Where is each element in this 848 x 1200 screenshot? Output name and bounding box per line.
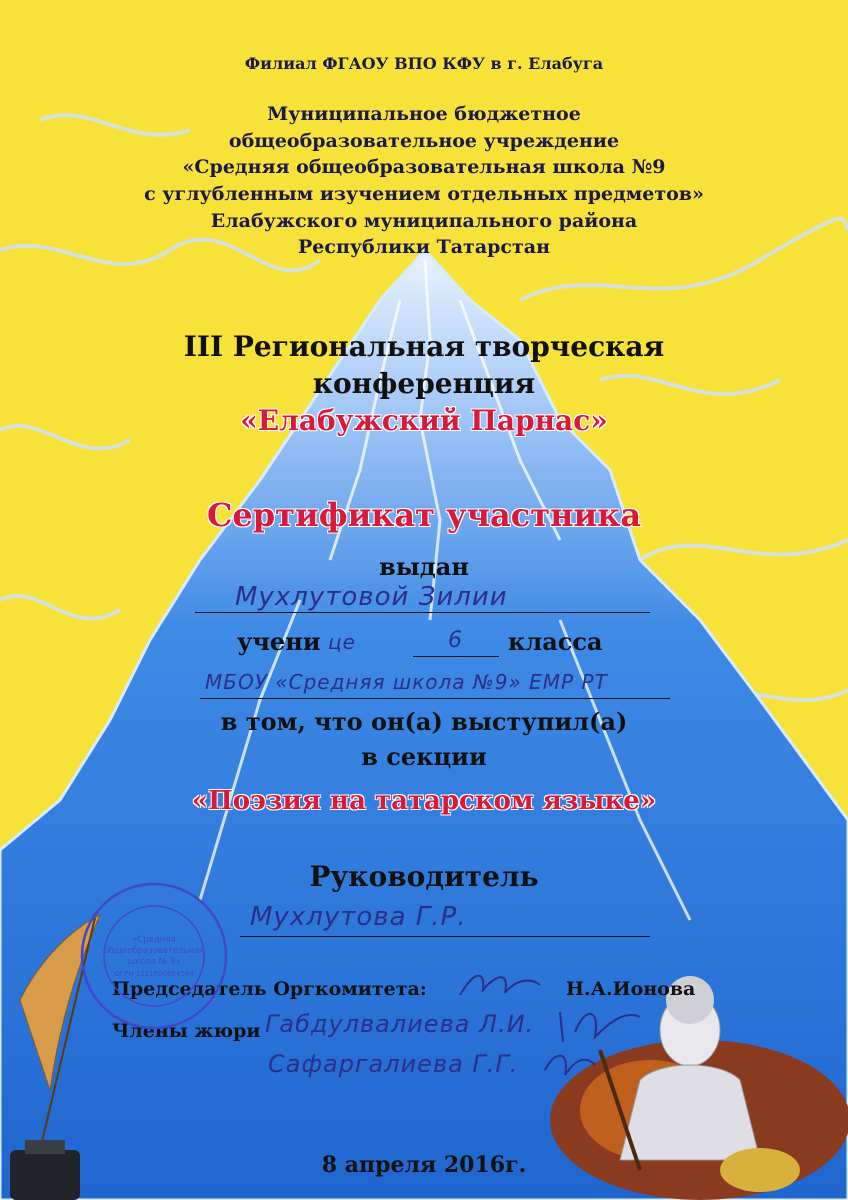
statement: в том, что он(а) выступил(а) <box>220 707 628 736</box>
school-stamp <box>78 880 230 1032</box>
pupil-suffix: це <box>328 630 356 654</box>
svg-text:ОГРН 1021600654584: ОГРН 1021600654584 <box>114 970 194 978</box>
conference-line-2: конференция <box>312 367 536 400</box>
chair-name: Н.А.Ионова <box>566 978 696 1000</box>
supervisor-line <box>240 936 650 937</box>
certificate-date: 8 апреля 2016г. <box>321 1152 527 1178</box>
grade-value: 6 <box>448 628 463 653</box>
school-line-2: общеобразовательное учреждение <box>228 130 620 152</box>
school-line-4: с углубленным изучением отдельных предметов» <box>144 183 704 205</box>
school-handwritten: МБОУ «Средняя школа №9» ЕМР РТ <box>205 670 608 694</box>
svg-text:«Средняя: «Средняя <box>132 935 176 945</box>
certificate-title: Сертификат участника <box>206 496 642 534</box>
jury-signature-1 <box>555 1002 645 1047</box>
student-name-line <box>195 612 650 613</box>
branch-title: Филиал ФГАОУ ВПО КФУ в г. Елабуга <box>244 54 604 73</box>
supervisor-label: Руководитель <box>309 860 539 893</box>
class-label: класса <box>508 627 603 656</box>
chair-signature <box>455 965 545 1005</box>
section-name: «Поэзия на татарском языке» <box>191 786 657 816</box>
school-line-6: Республики Татарстан <box>298 236 550 258</box>
svg-text:школа № 9»: школа № 9» <box>127 957 181 967</box>
section-label: в секции <box>361 742 487 771</box>
grade-line <box>413 656 499 657</box>
jury-name-1: Габдулвалиева Л.И. <box>265 1010 535 1038</box>
conference-name: «Елабужский Парнас» <box>240 404 608 437</box>
school-line-5: Елабужского муниципального района <box>210 210 638 232</box>
issued-label: выдан <box>379 552 469 581</box>
school-line-3: «Средняя общеобразовательная школа №9 <box>182 156 666 178</box>
jury-label: Члены жюри <box>112 1020 261 1042</box>
jury-signature-2 <box>540 1045 600 1085</box>
pupil-label: учени <box>237 627 321 656</box>
school-line <box>200 698 670 699</box>
supervisor-name: Мухлутова Г.Р. <box>250 902 467 932</box>
chair-label: Председатель Оргкомитета: <box>112 978 427 1000</box>
school-line-1: Муниципальное бюджетное <box>267 103 581 125</box>
jury-name-2: Сафаргалиева Г.Г. <box>268 1050 519 1078</box>
conference-line-1: III Региональная творческая <box>183 330 665 363</box>
student-name: Мухлутовой Зилии <box>235 582 508 612</box>
svg-text:общеобразовательная: общеобразовательная <box>103 946 205 956</box>
